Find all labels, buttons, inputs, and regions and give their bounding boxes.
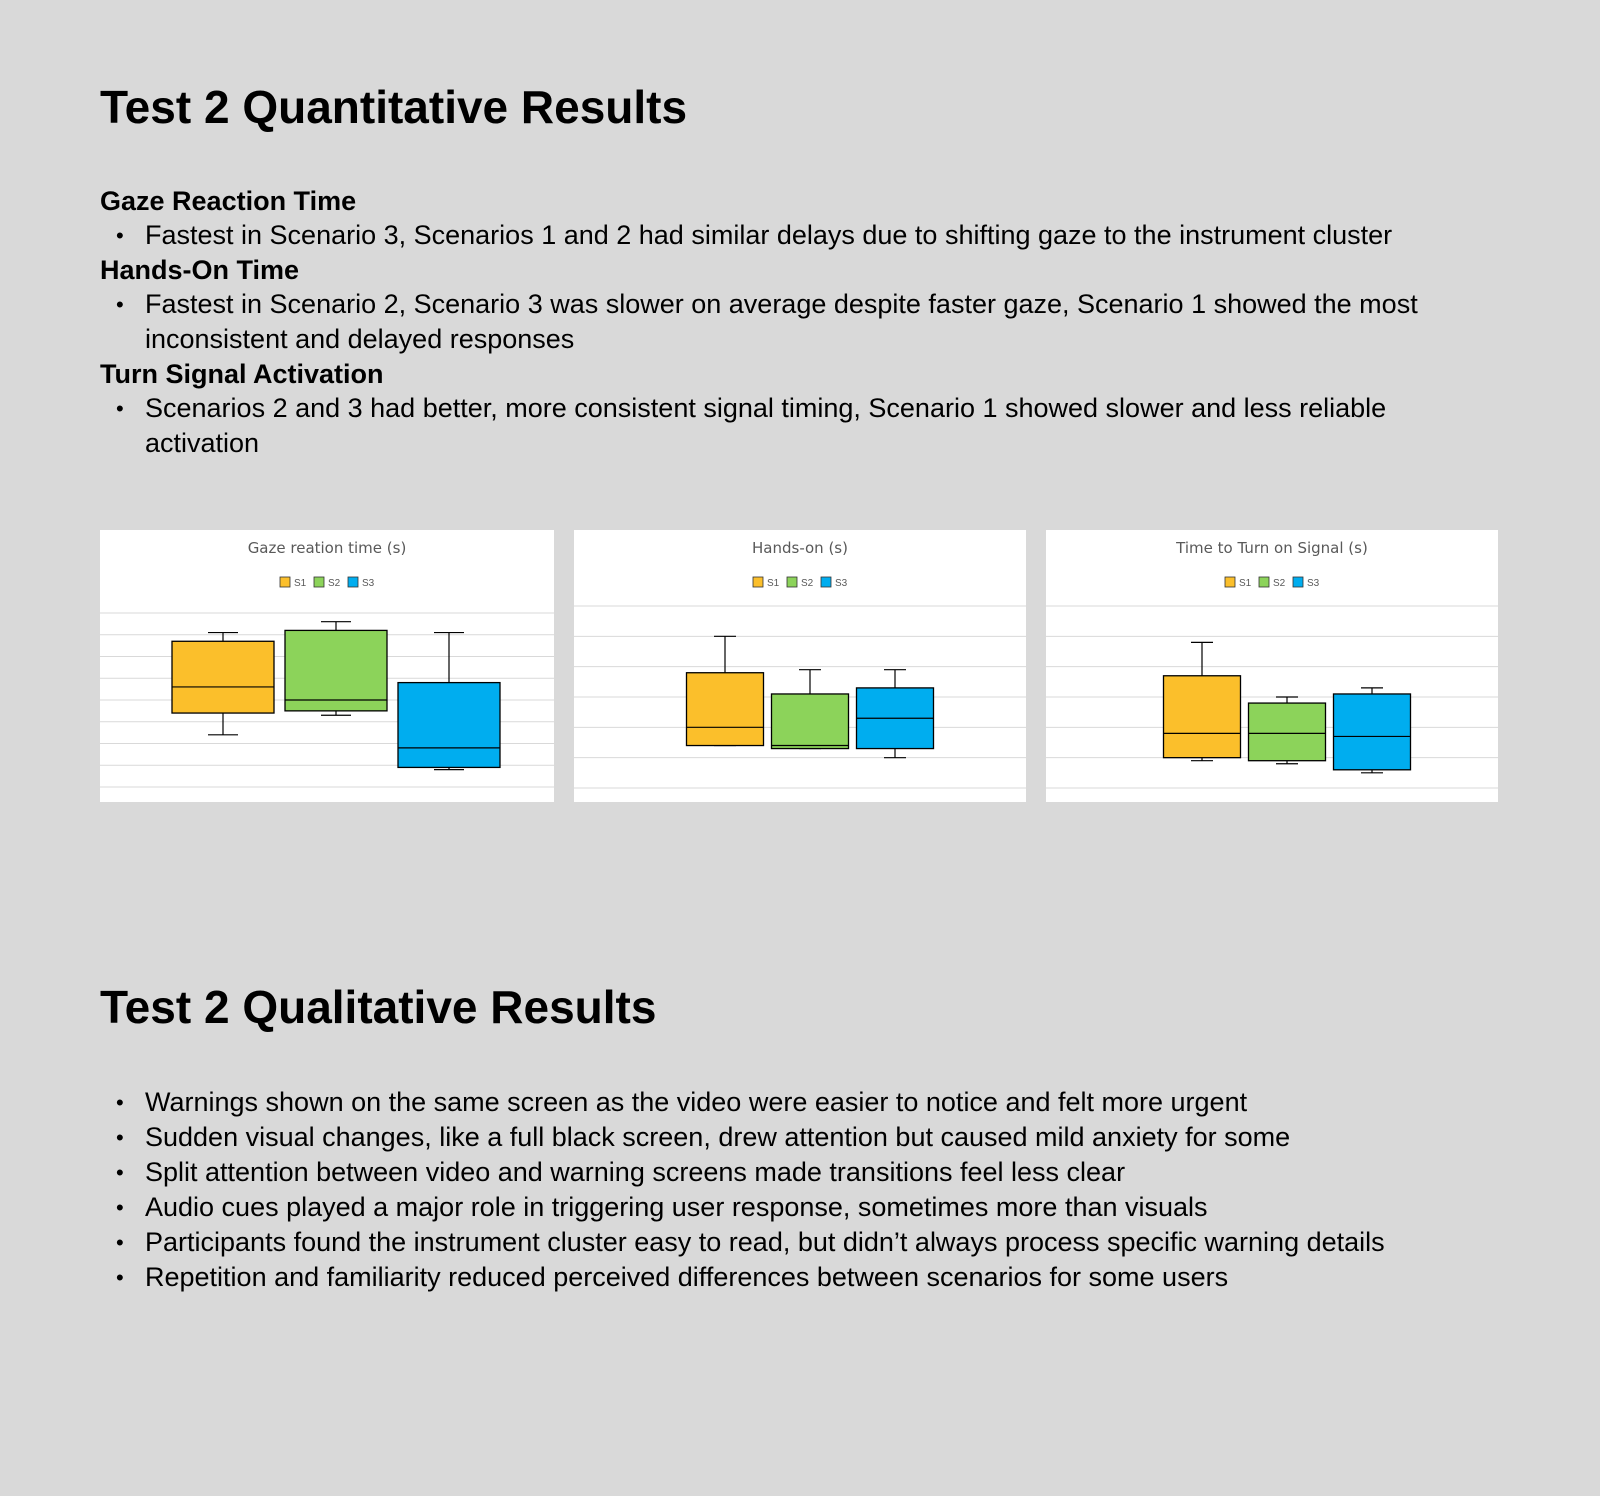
box-iqr: [1249, 703, 1326, 761]
finding-heading: Hands-On Time: [100, 255, 300, 285]
chart-turn-signal: [1046, 530, 1498, 802]
legend-swatch-s2: [1259, 577, 1269, 587]
box-iqr: [1164, 676, 1241, 758]
quantitative-title: Test 2 Quantitative Results: [100, 81, 688, 133]
box-s3: [398, 633, 500, 770]
chart-title: Time to Turn on Signal (s): [1176, 539, 1368, 557]
box-s3: [857, 670, 934, 758]
box-s2: [1249, 697, 1326, 764]
qualitative-bullet: • Sudden visual changes, like a full black screen, drew attention but caused mild anxiety for some: [100, 1120, 1460, 1155]
box-iqr: [398, 683, 500, 768]
legend-label-s1: S1: [767, 578, 780, 589]
finding-gaze-reaction: [100, 184, 1460, 253]
finding-heading: Turn Signal Activation: [100, 359, 384, 389]
legend-swatch-s3: [348, 577, 358, 587]
chart-title: Hands-on (s): [752, 539, 848, 557]
legend-swatch-s1: [1225, 577, 1235, 587]
qualitative-title: Test 2 Qualitative Results: [100, 981, 657, 1033]
box-iqr: [772, 694, 849, 749]
legend-swatch-s2: [787, 577, 797, 587]
chart-hands-on: [574, 530, 1026, 802]
box-s1: [1164, 642, 1241, 760]
finding-hands-on: [100, 253, 1460, 357]
qualitative-bullet: • Warnings shown on the same screen as the video were easier to notice and felt more urgent: [100, 1085, 1460, 1120]
legend-label-s3: S3: [362, 578, 375, 589]
finding-bullet: • Scenarios 2 and 3 had better, more consistent signal timing, Scenario 1 showed slower and less reliable activation: [100, 391, 1460, 461]
finding-turn-signal: [100, 357, 1460, 461]
chart-gaze-reaction-time: [100, 530, 554, 802]
box-s1: [687, 636, 764, 745]
qualitative-bullet: • Audio cues played a major role in triggering user response, sometimes more than visuals: [100, 1190, 1460, 1225]
legend-swatch-s1: [280, 577, 290, 587]
box-iqr: [172, 641, 274, 713]
finding-bullet: • Fastest in Scenario 3, Scenarios 1 and 2 had similar delays due to shifting gaze to the instrument cluster: [100, 218, 1460, 253]
finding-heading: Gaze Reaction Time: [100, 186, 357, 216]
quantitative-findings: [100, 184, 1460, 461]
chart-title: Gaze reation time (s): [247, 539, 407, 557]
legend-label-s2: S2: [801, 578, 814, 589]
legend-swatch-s3: [1293, 577, 1303, 587]
legend-label-s2: S2: [328, 578, 341, 589]
qualitative-bullet: • Repetition and familiarity reduced perceived differences between scenarios for some users: [100, 1260, 1460, 1295]
finding-bullet: • Fastest in Scenario 2, Scenario 3 was slower on average despite faster gaze, Scenario 1 showed the most inconsistent and delayed responses: [100, 287, 1460, 357]
box-iqr: [285, 630, 387, 710]
legend-label-s3: S3: [835, 578, 848, 589]
legend-label-s1: S1: [294, 578, 307, 589]
qualitative-bullet: • Split attention between video and warning screens made transitions feel less clear: [100, 1155, 1460, 1190]
legend-label-s1: S1: [1239, 578, 1252, 589]
box-s1: [172, 633, 274, 735]
box-iqr: [1334, 694, 1411, 770]
box-iqr: [687, 673, 764, 746]
box-s2: [285, 622, 387, 716]
box-s3: [1334, 688, 1411, 773]
legend-swatch-s1: [753, 577, 763, 587]
legend-swatch-s3: [821, 577, 831, 587]
qualitative-list: [100, 1085, 1460, 1295]
qualitative-findings: [100, 1085, 1460, 1295]
legend-label-s2: S2: [1273, 578, 1286, 589]
qualitative-bullet: • Participants found the instrument cluster easy to read, but didn’t always process specific warning details: [100, 1225, 1460, 1260]
box-s2: [772, 670, 849, 749]
legend-swatch-s2: [314, 577, 324, 587]
legend-label-s3: S3: [1307, 578, 1320, 589]
